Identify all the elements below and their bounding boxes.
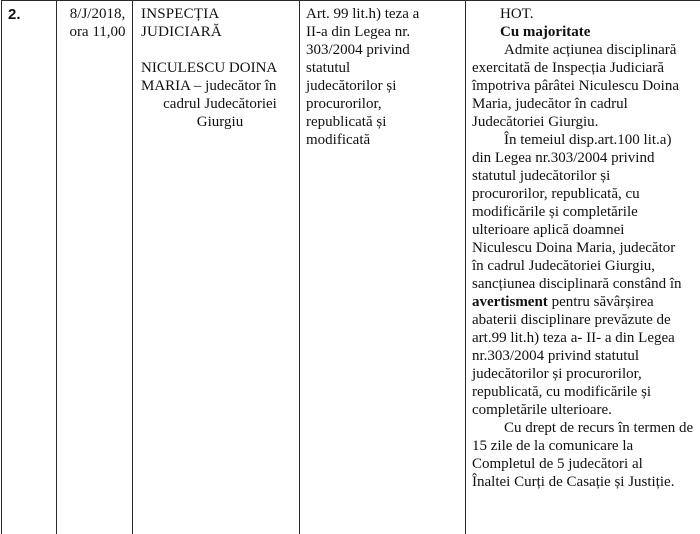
legal-basis bbox=[300, 1, 465, 149]
defendant-line: Giurgiu bbox=[141, 113, 299, 131]
decision-line: în cadrul Judecătoriei Giurgiu, bbox=[472, 257, 697, 275]
legal-line: statutul bbox=[306, 59, 465, 77]
decision-line: procurorilor, republicată, cu bbox=[472, 185, 697, 203]
decision-line: Maria, judecător în cadrul bbox=[472, 95, 697, 113]
legal-line: judecătorilor și bbox=[306, 77, 465, 95]
decision-line: republicată, cu modificările și bbox=[472, 383, 697, 401]
decision-line: din Legea nr.303/2004 privind bbox=[472, 149, 697, 167]
legal-line: 303/2004 privind bbox=[306, 41, 465, 59]
legal-line: republicată și bbox=[306, 113, 465, 131]
legal-line: Art. 99 lit.h) teza a bbox=[306, 5, 465, 23]
decision-line: sancțiunea disciplinară constând în bbox=[472, 275, 697, 293]
decision-line: Completul de 5 judecători al bbox=[472, 455, 697, 473]
spacer bbox=[141, 41, 299, 59]
legal-line: II-a din Legea nr. bbox=[306, 23, 465, 41]
decision-line: completările ulterioare. bbox=[472, 401, 697, 419]
decision-line: Înaltei Curți de Casație și Justiție. bbox=[472, 473, 697, 491]
plaintiff-line: INSPECȚIA bbox=[141, 5, 299, 23]
decisions-table bbox=[1, 0, 700, 534]
table-row bbox=[2, 1, 700, 534]
time-line: ora 11,00 bbox=[63, 23, 132, 41]
date-line: 8/J/2018, bbox=[63, 5, 132, 23]
decision-line: modificările și completările bbox=[472, 203, 697, 221]
decision-line: 15 zile de la comunicare la bbox=[472, 437, 697, 455]
legal-line: procurorilor, bbox=[306, 95, 465, 113]
decision-line: Niculescu Doina Maria, judecător bbox=[472, 239, 697, 257]
session-date bbox=[57, 1, 132, 41]
decision-heading: HOT. bbox=[472, 5, 697, 23]
sanction-rest: pentru săvârșirea bbox=[548, 294, 654, 310]
defendant-line: NICULESCU DOINA bbox=[141, 59, 299, 77]
sanction-bold: avertisment bbox=[472, 294, 548, 310]
decision-line: statutul judecătorilor și bbox=[472, 167, 697, 185]
decision-line: Cu drept de recurs în termen de bbox=[472, 419, 697, 437]
decision-line: abaterii disciplinare prevăzute de bbox=[472, 311, 697, 329]
decision-cell bbox=[466, 1, 700, 534]
legal-basis-cell bbox=[300, 1, 466, 534]
decision-line: art.99 lit.h) teza a- II- a din Legea bbox=[472, 329, 697, 347]
parties bbox=[133, 1, 299, 131]
legal-line: modificată bbox=[306, 131, 465, 149]
plaintiff-line: JUDICIARĂ bbox=[141, 23, 299, 41]
decision-line-sanction bbox=[472, 293, 697, 311]
decision-line: În temeiul disp.art.100 lit.a) bbox=[472, 131, 697, 149]
decision-line: judecătorilor și procurorilor, bbox=[472, 365, 697, 383]
decision-text bbox=[466, 1, 700, 491]
defendant-line: MARIA – judecător în bbox=[141, 77, 299, 95]
majority-label: Cu majoritate bbox=[472, 23, 697, 41]
decision-line: Judecătoriei Giurgiu. bbox=[472, 113, 697, 131]
row-number: 2. bbox=[2, 1, 56, 24]
decision-line: exercitată de Inspecția Judiciară bbox=[472, 59, 697, 77]
parties-cell bbox=[133, 1, 300, 534]
defendant-line: cadrul Judecătoriei bbox=[141, 95, 299, 113]
decision-line: nr.303/2004 privind statutul bbox=[472, 347, 697, 365]
decision-line: ulterioare aplică doamnei bbox=[472, 221, 697, 239]
row-number-cell bbox=[2, 1, 57, 534]
decision-line: împotriva pârâtei Niculescu Doina bbox=[472, 77, 697, 95]
date-cell bbox=[57, 1, 133, 534]
decision-line: Admite acțiunea disciplinară bbox=[472, 41, 697, 59]
